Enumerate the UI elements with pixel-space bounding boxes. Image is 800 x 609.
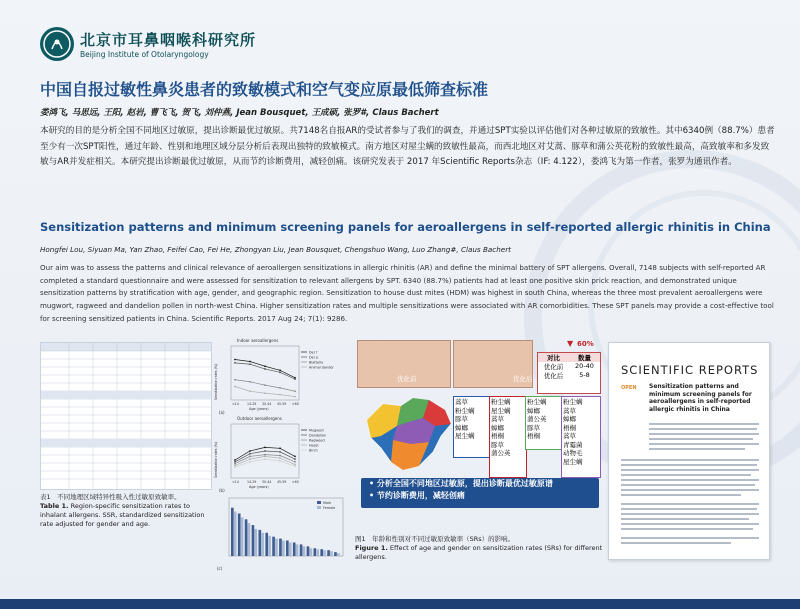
bar-male <box>252 525 255 556</box>
bar-male <box>320 549 323 556</box>
table-1-caption-cn: 表1 不同地理区域特异性吸入性过敏原致敏率。 <box>40 493 181 501</box>
x-axis-label: Age (years) <box>249 485 269 489</box>
comparison-cell: 优化后 <box>543 372 564 380</box>
bar-male <box>300 544 303 556</box>
data-point <box>249 456 251 458</box>
legend-label: Mugwort <box>309 428 324 433</box>
allergen-item: 梧桐 <box>491 432 504 440</box>
allergen-item: 梧桐 <box>527 432 540 440</box>
data-point <box>294 464 296 466</box>
comparison-header-2: 数量 <box>578 354 591 362</box>
paper-open-label: OPEN <box>621 385 637 391</box>
bar-male <box>265 533 268 556</box>
allergen-list-4 <box>561 396 601 478</box>
allergen-item: 梧桐 <box>563 423 576 432</box>
figure-1-caption <box>355 535 605 562</box>
title-en: Sensitization patterns and minimum screening panels for aeroallergens in self-reported allergic rhinitis in China <box>40 220 771 234</box>
bar-female <box>268 536 271 556</box>
series-line-birch <box>235 459 295 467</box>
allergen-list-1 <box>453 396 491 458</box>
y-axis-label: Sensitization rates (%) <box>214 441 218 478</box>
comparison-header-1: 对比 <box>547 354 560 362</box>
data-point <box>279 387 281 389</box>
table-1-caption-label: Table 1. <box>40 502 69 510</box>
bar-male <box>245 519 248 556</box>
allergen-item: 屋尘螨 <box>563 457 583 466</box>
comparison-cell: 20-40 <box>575 362 594 370</box>
legend-label: Male <box>323 501 332 505</box>
x-tick-label: >60 <box>292 480 299 484</box>
table-1-caption <box>40 493 212 529</box>
data-point <box>279 447 281 449</box>
allergen-item: 屋尘螨 <box>455 432 475 440</box>
bar-female <box>330 551 333 556</box>
data-point <box>279 371 281 373</box>
x-tick-label: 45-59 <box>277 480 287 484</box>
bar-male <box>327 550 330 556</box>
x-tick-label: 14-29 <box>247 402 257 406</box>
figure-1-svg <box>213 338 347 572</box>
bar-male <box>272 537 275 556</box>
data-point <box>264 447 266 449</box>
table-1-thumbnail <box>40 342 212 490</box>
reduction-percent: 60% <box>577 340 594 348</box>
authors-cn: 娄鸿飞, 马思远, 王阳, 赵岩, 曹飞飞, 贺飞, 刘仲燕, Jean Bousquet, 王成硕, 张罗#, Claus Bachert <box>40 108 439 118</box>
allergen-item: 蟑螂 <box>527 406 540 415</box>
allergen-item: 蟑螂 <box>455 423 468 432</box>
data-point <box>249 363 251 365</box>
allergen-item: 蒿草 <box>455 398 468 406</box>
allergen-item: 蟑螂 <box>491 423 504 432</box>
allergen-item: 屋尘螨 <box>491 406 511 415</box>
data-point <box>234 386 236 388</box>
bar-male <box>334 552 337 556</box>
data-point <box>294 465 296 467</box>
allergen-item: 青霉菌 <box>563 440 583 449</box>
paper-thumbnail <box>608 342 770 560</box>
allergen-item: 蟑螂 <box>563 415 576 423</box>
allergen-list-3 <box>525 396 563 450</box>
bar-female <box>282 541 285 556</box>
china-map <box>363 396 455 474</box>
data-point <box>294 461 296 463</box>
data-point <box>264 368 266 370</box>
bar-female <box>261 533 264 556</box>
data-point <box>249 461 251 463</box>
bar-male <box>238 513 241 556</box>
bar-male <box>293 542 296 556</box>
data-point <box>264 456 266 458</box>
comparison-table <box>537 352 601 394</box>
allergen-item: 粉尘螨 <box>491 398 511 406</box>
bar-female <box>248 523 251 556</box>
authors-en: Hongfei Lou, Siyuan Ma, Yan Zhao, Feifei Cao, Fei He, Zhongyan Liu, Jean Bousquet, Chengshuo Wang, Luo Zhang#, Claus Bachert <box>40 245 511 254</box>
data-point <box>264 392 266 394</box>
data-point <box>234 461 236 463</box>
x-tick-label: <14 <box>232 402 239 406</box>
x-tick-label: 30-44 <box>262 480 272 484</box>
data-point <box>264 454 266 456</box>
data-point <box>279 369 281 371</box>
bar-female <box>309 548 312 556</box>
allergen-item: 蒲公英 <box>491 449 511 457</box>
panel-title: Outdoor aeroallergens <box>237 416 282 421</box>
data-point <box>249 361 251 363</box>
x-axis-label: Age (years) <box>249 407 269 411</box>
bar-female <box>254 529 257 556</box>
data-point <box>279 451 281 453</box>
data-point <box>234 362 236 364</box>
legend-label: Birch <box>309 448 318 453</box>
allergen-item: 豚草 <box>527 423 540 432</box>
data-point <box>264 384 266 386</box>
abstract-en: Our aim was to assess the patterns and clinical relevance of aeroallergen sensitizations in allergic rhinitis (AR) and define the minimal battery of SPT allergens. Overall, 7148 subjects with self-reported AR completed a standard questionnaire and were assessed for sensitization to relevant allergens by SPT. 6340 (88.7%) patients had at least one positive skin prick reaction, and demonstrated unique sensitization patterns by stratification with age, gender, and geographic region. Sensitization to house dust mites (HDM) was highest in south China, whereas the three most prevalent aeroallergens were mugwort, ragweed and dandelion pollen in north-west China. Higher sensitization rates and multiple sensitizations were associated with AR comorbidities. These SPT panels may provide a cost-effective tool for screening sensitized patients in China. Scientific Reports. 2017 Aug 24; 7(1): 9286. <box>40 263 774 323</box>
panel-title: Indoor aeroallergens <box>237 338 279 343</box>
allergen-item: 蒿草 <box>563 406 576 415</box>
bar-female <box>337 553 340 556</box>
data-point <box>264 365 266 367</box>
y-axis-label: Sensitization rates (%) <box>214 363 218 400</box>
bar-female <box>289 542 292 556</box>
legend-label: Blattella <box>309 360 324 365</box>
institute-header <box>40 27 256 61</box>
bar-female <box>316 549 319 556</box>
allergen-list-2 <box>489 396 527 478</box>
data-point <box>294 458 296 460</box>
summary-bullets <box>369 478 553 502</box>
allergen-item: 豚草 <box>455 415 468 423</box>
figure-1-caption-cn: 图1 年龄和性别对不同过敏原致敏率（SRs）的影响。 <box>355 535 515 543</box>
x-tick-label: >60 <box>292 402 299 406</box>
data-point <box>234 466 236 468</box>
bar-male <box>286 541 289 556</box>
plot-frame <box>231 346 299 400</box>
photo-label-before: 优化前 <box>397 375 417 383</box>
table-1-caption-en: Region-specific sensitization rates to inhalant allergens. SSR, standardized sensitization rate adjusted for gender and age. <box>40 502 205 528</box>
x-tick-label: 30-44 <box>262 402 272 406</box>
x-tick-label: 45-59 <box>277 402 287 406</box>
x-tick-label: <14 <box>232 480 239 484</box>
data-point <box>249 458 251 460</box>
bar-male <box>231 508 234 556</box>
legend-label: Der f <box>309 350 318 355</box>
institute-name-en: Beijing Institute of Otolaryngology <box>80 50 209 59</box>
data-point <box>279 460 281 462</box>
data-point <box>279 455 281 457</box>
data-point <box>279 394 281 396</box>
data-point <box>249 453 251 455</box>
allergen-item: 粉尘螨 <box>455 406 475 415</box>
data-point <box>234 379 236 381</box>
legend-label: Animal dander <box>309 365 334 370</box>
data-point <box>294 396 296 398</box>
data-point <box>264 458 266 460</box>
x-tick-label: 14-29 <box>247 480 257 484</box>
bar-male <box>279 539 282 556</box>
photo-label-after: 优化后 <box>513 375 533 383</box>
table-1-grid <box>41 343 211 489</box>
figure-1-caption-en: Effect of age and gender on sensitization rates (SRs) for different allergens. <box>355 544 603 561</box>
panel-label: (c) <box>217 566 223 571</box>
legend-label: Female <box>323 506 336 510</box>
abstract-cn: 本研究的目的是分析全国不同地区过敏原，提出诊断最优过敏原。共7148名自报AR的受试者参与了我们的调查，并通过SPT实验以评估他们对各种过敏原的致敏性。其中6340例（88.7%）患者至少有一次SPT阳性，通过年龄、性别和地理区域分层分析后表现出独特的致敏模式。南方地区对屋尘螨的致敏性最高，而西北地区对艾蒿、豚草和蒲公英花粉的致敏性最高，高致敏率和多发致敏与AR并发症相关。本研究提出诊断最优过敏原，从而节约诊断费用，减轻创痛。该研究发表于 2017 年Scientific Reports杂志（IF: 4.122），娄鸿飞为第一作者，张罗为通讯作者。 <box>40 126 775 167</box>
bar-female <box>275 539 278 556</box>
bar-male <box>259 530 262 556</box>
data-point <box>249 390 251 392</box>
legend-label: Dandelion <box>309 433 327 438</box>
bottom-band <box>0 599 800 609</box>
panel-label: (a) <box>219 410 225 415</box>
series-line-animal-dander <box>235 387 295 397</box>
panel-label: (b) <box>219 488 225 493</box>
data-point <box>234 359 236 361</box>
title-cn: 中国自报过敏性鼻炎患者的致敏模式和空气变应原最低筛查标准 <box>40 80 489 99</box>
legend-label: Der p <box>309 355 319 360</box>
allergen-item: 粉尘螨 <box>527 398 547 406</box>
summary-bullet-1: • 分析全国不同地区过敏原，提出诊断最优过敏原谱 <box>369 479 553 488</box>
data-point <box>294 456 296 458</box>
legend-label: Hazel <box>309 443 319 448</box>
legend-swatch <box>317 506 321 509</box>
down-arrow-icon: ▼ <box>567 339 574 348</box>
data-point <box>279 457 281 459</box>
series-line-der-p <box>235 363 295 379</box>
bar-female <box>323 550 326 556</box>
legend-label: Ragweed <box>309 438 325 443</box>
data-point <box>264 450 266 452</box>
data-point <box>294 390 296 392</box>
institute-name-cn: 北京市耳鼻咽喉科研究所 <box>80 31 257 49</box>
allergen-item: 蒿草 <box>563 432 576 440</box>
paper-text-lines <box>621 423 761 551</box>
allergen-item: 动物毛 <box>563 449 583 457</box>
data-point <box>234 465 236 467</box>
data-point <box>234 459 236 461</box>
legend-swatch <box>317 501 321 504</box>
allergen-item: 豚草 <box>491 440 504 449</box>
comparison-cell: 优化前 <box>543 363 564 371</box>
figure-1-charts <box>213 338 347 572</box>
allergen-item: 蒲公英 <box>527 415 547 423</box>
institute-logo-icon <box>40 27 74 61</box>
bar-female <box>234 512 237 556</box>
data-point <box>249 450 251 452</box>
bar-female <box>303 546 306 556</box>
allergen-item: 蒿草 <box>491 415 504 423</box>
data-point <box>249 381 251 383</box>
data-point <box>294 378 296 380</box>
allergen-item: 粉尘螨 <box>563 398 583 406</box>
bar-female <box>241 517 244 556</box>
bar-female <box>296 544 299 556</box>
bar-male <box>307 546 310 556</box>
summary-bullet-2: • 节约诊断费用，减轻创痛 <box>369 491 465 500</box>
data-point <box>234 463 236 465</box>
bar-male <box>314 548 317 556</box>
figure-1-caption-label: Figure 1. <box>355 544 388 552</box>
paper-title: Sensitization patterns and minimum screening panels for aeroallergens in self-reported allergic rhinitis in China <box>649 383 752 413</box>
comparison-cell: 5-8 <box>579 371 590 379</box>
journal-logo: SCIENTIFIC REPORTS <box>621 363 759 377</box>
